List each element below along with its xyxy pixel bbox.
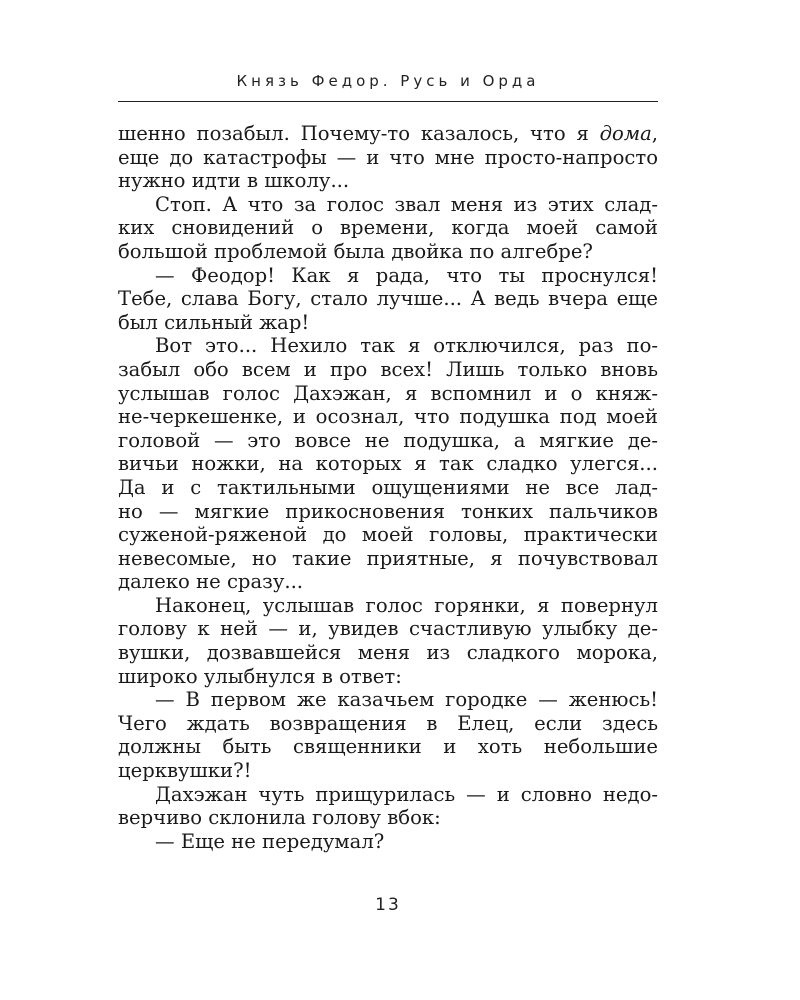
text-line: Наконец, услышав голос горянки, я повернул	[155, 593, 658, 617]
text-line: голову к ней — и, увидев счастливую улыбку де-	[118, 617, 658, 641]
text-line	[118, 122, 658, 146]
line-text: ,	[651, 122, 658, 145]
text-line: — Феодор! Как я рада, что ты проснулся!	[155, 263, 658, 287]
text-line: был сильный жар!	[118, 310, 310, 334]
text-line: верчиво склонила голову вбок:	[118, 806, 441, 830]
text-line: невесомые, но такие приятные, я почувствовал	[118, 546, 658, 570]
line-text: шенно позабыл. Почему-то казалось, что я	[118, 122, 600, 145]
text-line: Дахэжан чуть прищурилась — и словно недо-	[155, 782, 658, 806]
body-text	[118, 122, 658, 853]
text-line: суженой-ряженой до моей головы, практически	[118, 523, 658, 547]
text-line: не-черкешенке, и осознал, что подушка под моей	[118, 405, 658, 429]
text-line: ких сновидений о времени, когда моей самой	[118, 216, 658, 240]
page-number: 13	[375, 895, 401, 915]
text-line: далеко не сразу...	[118, 570, 304, 594]
text-line: Вот это... Нехило так я отключился, раз по-	[155, 334, 658, 358]
text-line: забыл обо всем и про всех! Лишь только вновь	[118, 357, 658, 381]
text-line: вушки, дозвавшейся меня из сладкого морока,	[118, 641, 658, 665]
text-line: еще до катастрофы — и что мне просто-напросто	[118, 145, 658, 169]
text-line: вичьи ножки, на которых я так сладко улегся...	[118, 452, 658, 476]
text-line: Тебе, слава Богу, стало лучше... А ведь вчера еще	[118, 287, 658, 311]
text-line: Да и с тактильными ощущениями не все лад-	[118, 475, 658, 499]
text-line: Чего ждать возвращения в Елец, если здесь	[118, 711, 658, 735]
text-line: церквушки?!	[118, 759, 252, 783]
text-line: должны быть священники и хоть небольшие	[118, 735, 658, 759]
text-line: нужно идти в школу...	[118, 169, 350, 193]
text-line: большой проблемой была двойка по алгебре?	[118, 239, 593, 263]
text-line: широко улыбнулся в ответ:	[118, 664, 402, 688]
running-header: Князь Федор. Русь и Орда	[236, 72, 540, 90]
emphasis: дома	[599, 122, 652, 145]
text-line: но — мягкие прикосновения тонких пальчиков	[118, 499, 658, 523]
text-line: услышав голос Дахэжан, я вспомнил и о княж-	[118, 381, 658, 405]
header-rule	[118, 101, 658, 102]
text-line: головой — это вовсе не подушка, а мягкие де-	[118, 428, 658, 452]
text-line: — В первом же казачьем городке — женюсь!	[155, 688, 658, 712]
text-line: — Еще не передумал?	[155, 829, 385, 853]
text-line: Стоп. А что за голос звал меня из этих слад-	[155, 192, 658, 216]
